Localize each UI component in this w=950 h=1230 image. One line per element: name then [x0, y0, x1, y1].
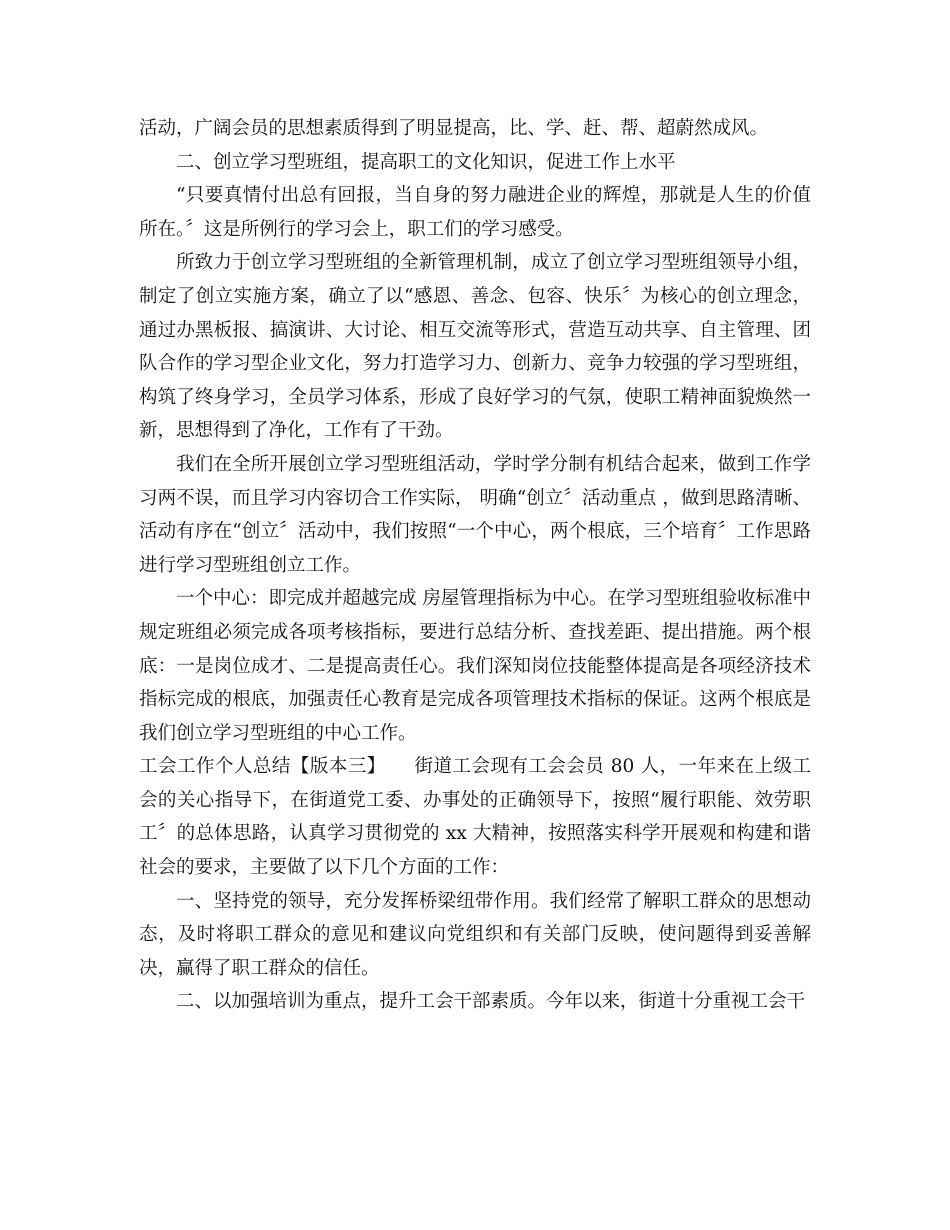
paragraph: 所致力于创立学习型班组的全新管理机制，成立了创立学习型班组领导小组，制定了创立实施方案，确立了以“感恩、善念、包容、快乐〞为核心的创立理念，通过办黑板报、搞演讲、大讨论、相互交流等形式，营造互动共享、自主管理、团队合作的学习型企业文化，努力打造学习力、创新力、竞争力较强的学习型班组，构筑了终身学习，全员学习体系，形成了良好学习的气氛，使职工精神面貌焕然一新，思想得到了净化，工作有了干劲。 — [139, 252, 811, 442]
paragraph: 一、坚持党的领导，充分发挥桥梁纽带作用。我们经常了解职工群众的思想动态，及时将职工群众的意见和建议向党组织和有关部门反映，使问题得到妥善解决，赢得了职工群众的信任。 — [139, 890, 811, 979]
paragraph: 活动，广阔会员的思想素质得到了明显提高，比、学、赶、帮、超蔚然成风。 — [139, 118, 769, 139]
section-heading: 二、创立学习型班组，提高职工的文化知识，促进工作上水平 — [176, 151, 676, 173]
paragraph: 二、以加强培训为重点，提升工会干部素质。今年以来，街道十分重视工会干 — [176, 991, 806, 1013]
paragraph: “只要真情付出总有回报，当自身的努力融进企业的辉煌，那就是人生的价值所在。〞这是所例行的学习会上，职工们的学习感受。 — [139, 185, 811, 240]
document-body — [139, 112, 811, 1019]
version-three-paragraph: 工会工作个人总结【版本三】 街道工会现有工会会员 80 人，一年来在上级工会的关心指导下，在街道党工委、办事处的正确领导下，按照“履行职能、效劳职工〞的总体思路，认真学习贯彻党的 xx 大精神，按照落实科学开展观和构建和谐社会的要求，主要做了以下几个方面的工作： — [139, 756, 811, 879]
paragraph: 一个中心：即完成并超越完成 房屋管理指标为中心。在学习型班组验收标准中规定班组必须完成各项考核指标，要进行总结分析、查找差距、提出措施。两个根底：一是岗位成才、二是提高责任心。我们深知岗位技能整体提高是各项经济技术指标完成的根底，加强责任心教育是完成各项管理技术指标的保证。这两个根底是我们创立学习型班组的中心工作。 — [139, 588, 811, 744]
paragraph: 我们在全所开展创立学习型班组活动，学时学分制有机结合起来，做到工作学习两不误，而且学习内容切合工作实际， 明确“创立〞活动重点 ，做到思路清晰、活动有序在“创立〞活动中，我们按照“一个中心，两个根底，三个培育〞工作思路进行学习型班组创立工作。 — [139, 453, 811, 576]
